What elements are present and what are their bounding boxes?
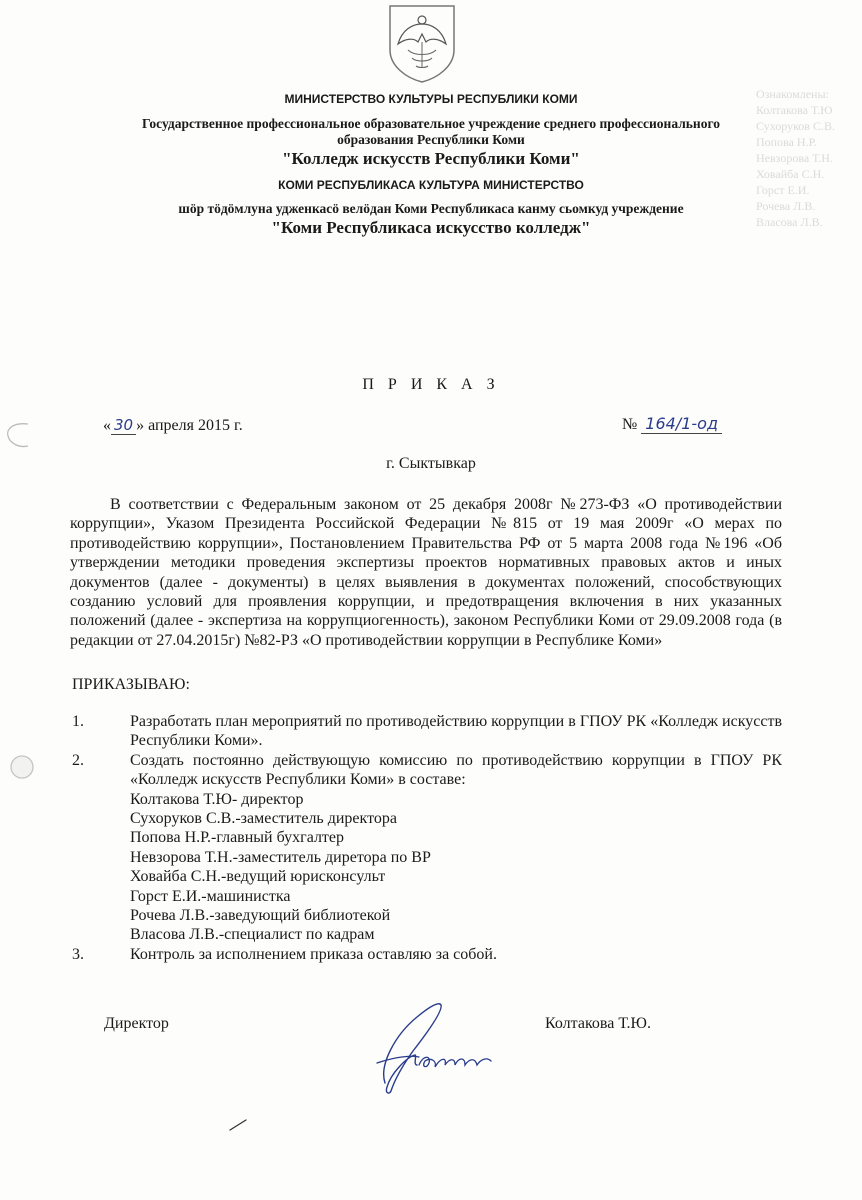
number-prefix: №: [622, 416, 638, 433]
order-items: [72, 712, 782, 964]
preamble-paragraph: В соответствии с Федеральным законом от 25 декабря 2008г №273-ФЗ «О противодействии коррупции», Указом Президента Российской Федерации №815 от 19 мая 2009г «О мерах по противодействию коррупции», Постановлением Правительства РФ от 5 марта 2008 года №196 «Об утверждении методики проведения экспертизы проектов нормативных правовых актов и иных документов (далее - документы) в целях выявления в документах положений, способствующих созданию условий для проявления коррупции, и предотвращения включения в них указанных положений (далее - экспертиза на коррупциогенность), законом Республики Коми от 29.09.2008 года (в редакции от 27.04.2015г) №82-РЗ «О противодействии коррупции в Республике Коми»: [70, 496, 782, 649]
signatory-name: Колтакова Т.Ю.: [545, 1015, 651, 1032]
commission-member: Попова Н.Р.-главный бухгалтер: [130, 829, 345, 847]
bleed-line: Сухоруков С.В.: [756, 119, 835, 133]
item-number: 3.: [72, 945, 84, 963]
bleed-line: Рочева Л.В.: [756, 199, 816, 213]
date-day-handwritten: 30: [111, 416, 136, 435]
college-name-ru: "Колледж искусств Республики Коми": [282, 149, 580, 168]
date-open-quote: «: [103, 417, 111, 434]
order-item-1: [72, 712, 782, 751]
bleed-line: Попова Н.Р.: [756, 135, 817, 149]
item-text: Создать постоянно действующую комиссию по противодействию коррупции в ГПОУ РК «Колледж искусств Республики Коми» в составе:: [130, 751, 782, 789]
institution-name-komi: шöр тöдöмлуна удженкасö велöдан Коми Республикаса канму сьомкуд учреждение: [178, 201, 684, 216]
document-city: г. Сыктывкар: [386, 455, 476, 472]
commission-member: Рочева Л.В.-заведующий библиотекой: [130, 907, 391, 925]
punch-hole-top: [2, 420, 30, 450]
bleed-line: Невзорова Т.Н.: [756, 151, 833, 165]
order-item-2: [72, 751, 782, 945]
order-heading: ПРИКАЗЫВАЮ:: [72, 676, 190, 693]
ministry-name-komi: КОМИ РЕСПУБЛИКАСА КУЛЬТУРА МИНИСТЕРСТВО: [278, 178, 584, 192]
bleed-through-text: [756, 86, 856, 230]
document-number: [622, 414, 722, 434]
item-number: 2.: [72, 751, 84, 769]
document-date: [103, 416, 243, 435]
commission-member: Невзорова Т.Н.-заместитель диретора по ВР: [130, 848, 431, 866]
item-text: Разработать план мероприятий по противодействию коррупции в ГПОУ РК «Колледж искусств Республики Коми».: [130, 713, 782, 750]
bleed-line: Ховайба С.Н.: [756, 167, 825, 181]
pen-mark: [228, 1118, 248, 1132]
ministry-name-ru: МИНИСТЕРСТВО КУЛЬТУРЫ РЕСПУБЛИКИ КОМИ: [284, 92, 578, 106]
commission-member: Горст Е.И.-машинистка: [130, 887, 291, 905]
item-text: Контроль за исполнением приказа оставляю за собой.: [130, 945, 497, 963]
item-number: 1.: [72, 713, 84, 730]
order-item-3: [72, 945, 782, 964]
commission-member: Колтакова Т.Ю- директор: [130, 790, 304, 808]
commission-members: [130, 790, 782, 945]
signatory-role: Директор: [104, 1015, 169, 1032]
date-month-year: » апреля 2015 г.: [136, 417, 243, 434]
bleed-line: Горст Е.И.: [756, 183, 810, 197]
commission-member: Власова Л.В.-специалист по кадрам: [130, 926, 375, 944]
handwritten-signature: [355, 995, 505, 1100]
institution-name-ru-line2: образования Республики Коми: [337, 132, 525, 147]
bleed-line: Ознакомлены:: [756, 87, 829, 101]
bleed-line: Власова Л.В.: [756, 215, 823, 229]
institution-name-ru-line1: Государственное профессиональное образовательное учреждение среднего профессионального: [142, 116, 720, 131]
coat-of-arms-emblem: [386, 4, 458, 84]
commission-member: Сухоруков С.В.-заместитель директора: [130, 810, 397, 828]
number-handwritten: 164/1-од: [641, 414, 722, 434]
commission-member: Ховайба С.Н.-ведущий юрисконсульт: [130, 868, 386, 886]
punch-hole-bottom: [8, 752, 36, 782]
college-name-komi: "Коми Республикаса искусство колледж": [271, 218, 591, 237]
document-title: П Р И К А З: [362, 376, 500, 393]
bleed-line: Колтакова Т.Ю: [756, 103, 833, 117]
